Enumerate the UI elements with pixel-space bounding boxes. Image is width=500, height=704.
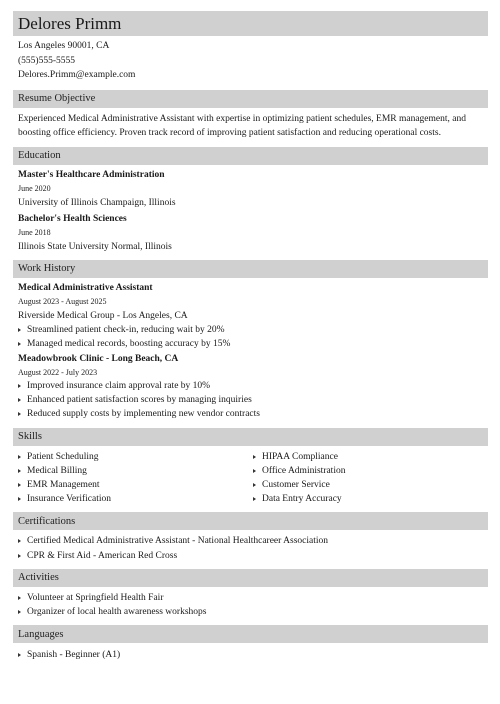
degree-title: Master's Healthcare Administration [18,169,165,180]
list-item: Streamlined patient check-in, reducing wait by 20% [18,323,488,337]
job-entry [13,353,488,422]
skills-grid [13,450,488,507]
skills-column-right [253,450,488,507]
list-item: Volunteer at Springfield Health Fair [18,591,488,605]
name-header [13,11,488,36]
list-item: EMR Management [18,478,253,492]
contact-phone: (555)555-5555 [18,55,75,66]
list-item: Data Entry Accuracy [253,492,488,506]
list-item: Insurance Verification [18,492,253,506]
contact-info [13,39,488,83]
objective-text: Experienced Medical Administrative Assistant with expertise in optimizing patient schedules, EMR management, and boosting office efficiency. Proven track record of improving patient satisfaction and reducing operational costs. [18,113,466,138]
languages-list [13,648,488,662]
list-item: Patient Scheduling [18,450,253,464]
activities-list [13,591,488,619]
section-header-activities: Activities [13,569,488,587]
section-header-education: Education [13,147,488,165]
list-item: Certified Medical Administrative Assistant - National Healthcareer Association [18,534,488,548]
section-header-skills: Skills [13,428,488,446]
contact-email: Delores.Primm@example.com [18,70,136,80]
section-header-certifications: Certifications [13,512,488,530]
job-title: Meadowbrook Clinic - Long Beach, CA [18,353,179,364]
list-item: Enhanced patient satisfaction scores by managing inquiries [18,393,488,407]
degree-title: Bachelor's Health Sciences [18,213,127,224]
job-date: August 2023 - August 2025 [18,296,107,306]
section-header-work-history: Work History [13,260,488,278]
school-name: University of Illinois Champaign, Illinois [18,197,176,208]
candidate-name: Delores Primm [18,13,122,33]
degree-date: June 2020 [18,183,51,193]
job-entry [13,282,488,351]
list-item: Customer Service [253,478,488,492]
contact-address: Los Angeles 90001, CA [18,41,110,51]
job-title: Medical Administrative Assistant [18,282,153,293]
list-item: Managed medical records, boosting accuracy by 15% [18,337,488,351]
list-item: HIPAA Compliance [253,450,488,464]
skills-column-left [18,450,253,507]
list-item: Reduced supply costs by implementing new vendor contracts [18,407,488,421]
job-employer: Riverside Medical Group - Los Angeles, CA [18,310,188,321]
list-item: Improved insurance claim approval rate by 10% [18,379,488,393]
certifications-list [13,534,488,562]
list-item: CPR & First Aid - American Red Cross [18,549,488,563]
resume-page [13,11,488,662]
degree-date: June 2018 [18,227,51,237]
section-header-objective: Resume Objective [13,90,488,108]
school-name: Illinois State University Normal, Illinois [18,241,172,252]
list-item: Organizer of local health awareness workshops [18,605,488,619]
job-date: August 2022 - July 2023 [18,367,98,377]
education-entry [13,213,488,254]
section-header-languages: Languages [13,625,488,643]
list-item: Medical Billing [18,464,253,478]
education-entry [13,169,488,210]
list-item: Office Administration [253,464,488,478]
list-item: Spanish - Beginner (A1) [18,648,488,662]
